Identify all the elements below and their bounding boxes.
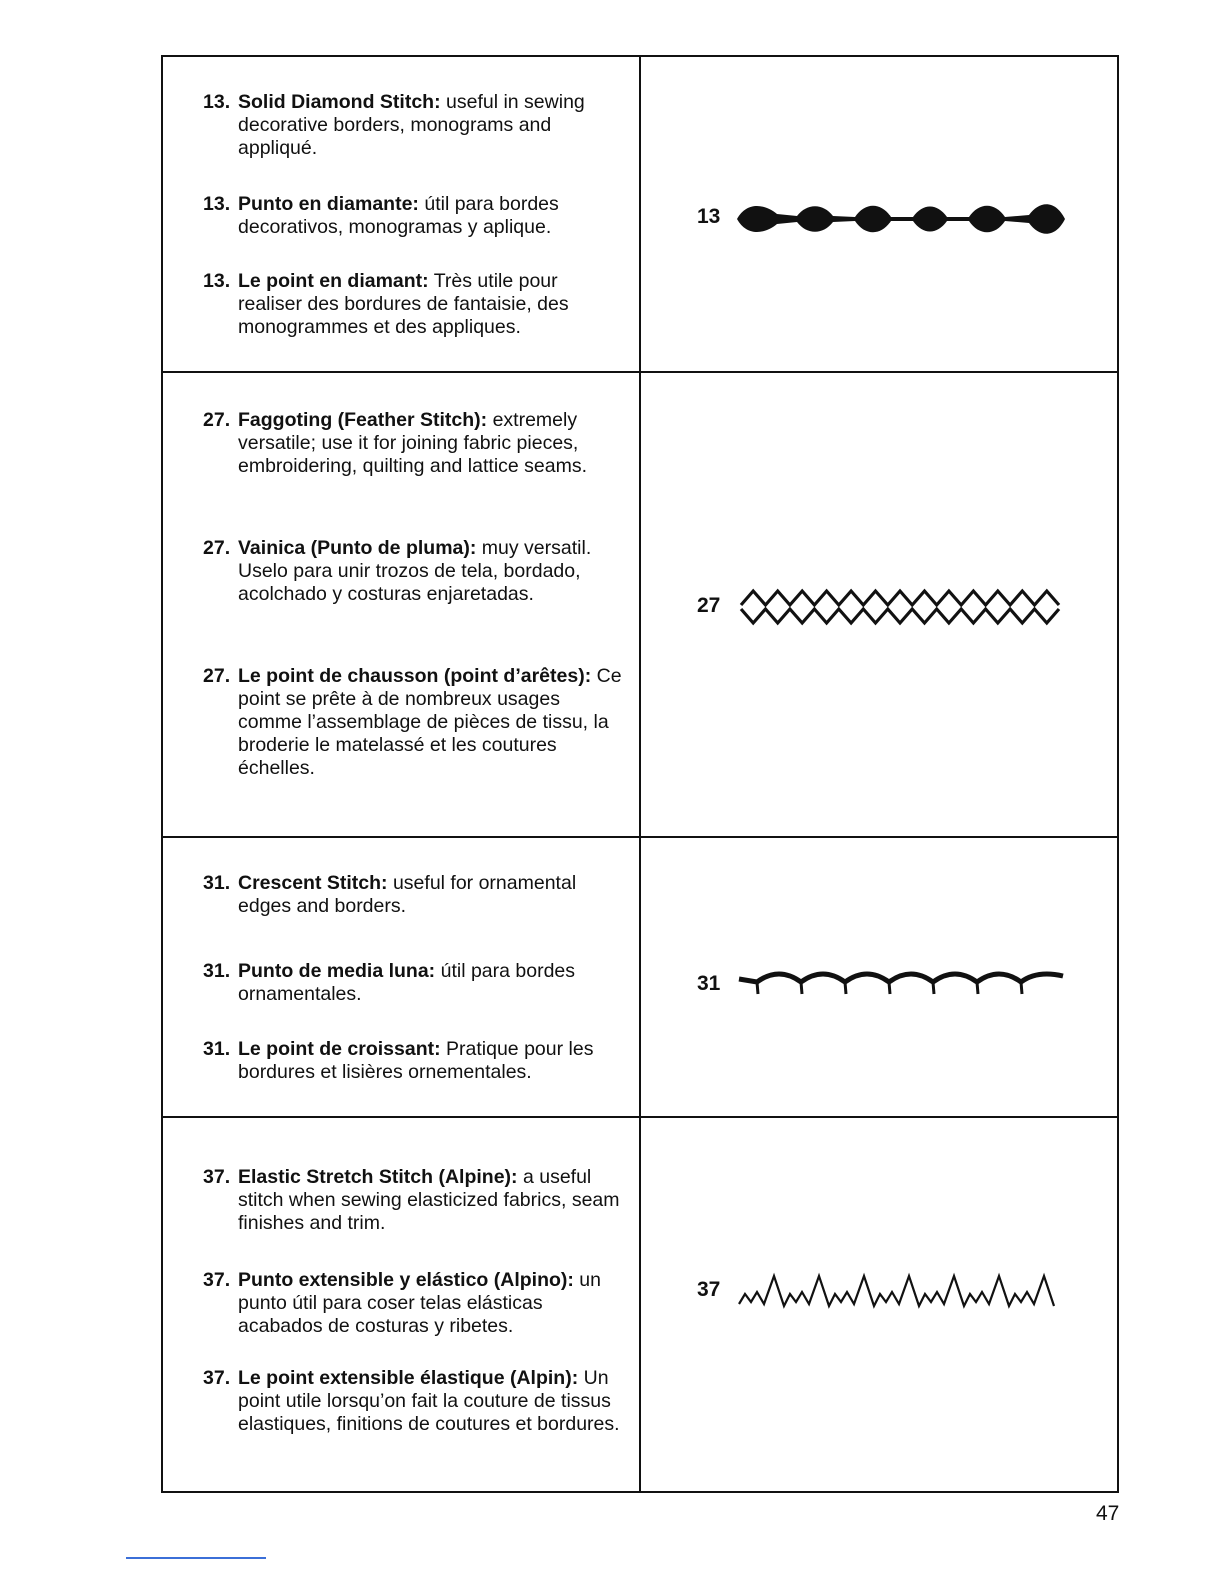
entry-title: Punto de media luna: xyxy=(238,960,436,982)
table-row-31 xyxy=(163,838,1117,1118)
table-row-37 xyxy=(163,1118,1117,1493)
entry-title: Elastic Stretch Stitch (Alpine): xyxy=(238,1166,518,1188)
entry-number: 13. xyxy=(203,193,231,215)
entry-title: Le point de chausson (point d’arêtes): xyxy=(238,665,592,687)
entry-title: Le point de croissant: xyxy=(238,1038,441,1060)
entry-text: muy versatil. Uselo para unir trozos de tela, bordado, acolchado y costuras enjaretadas. xyxy=(238,537,592,605)
entry-spanish xyxy=(203,537,623,606)
page-number: 47 xyxy=(1096,1502,1120,1525)
table-row-13 xyxy=(163,57,1117,373)
entry-title: Faggoting (Feather Stitch): xyxy=(238,409,488,431)
stitch-number: 13 xyxy=(697,205,721,228)
stitch-table xyxy=(161,55,1119,1493)
entry-number: 27. xyxy=(203,537,231,559)
entry-english xyxy=(203,1166,623,1235)
entry-title: Le point en diamant: xyxy=(238,270,429,292)
entry-french xyxy=(203,1367,623,1436)
entry-english xyxy=(203,409,623,478)
stitch-number: 31 xyxy=(697,972,721,995)
entry-text: útil para bordes ornamentales. xyxy=(238,960,576,1005)
entry-french xyxy=(203,1038,623,1084)
entry-number: 31. xyxy=(203,872,231,894)
crescent-stitch-icon xyxy=(737,964,1067,1004)
entry-number: 27. xyxy=(203,665,231,687)
entry-text: useful in sewing decorative borders, monograms and appliqué. xyxy=(238,91,585,159)
entry-title: Solid Diamond Stitch: xyxy=(238,91,441,113)
entry-text: Un point utile lorsqu’on fait la couture de tissus elastiques, finitions de coutures et bordures. xyxy=(238,1367,620,1435)
description-cell xyxy=(163,1118,639,1493)
description-cell xyxy=(163,838,639,1116)
stitch-cell xyxy=(641,373,1117,836)
entry-text: Ce point se prête à de nombreux usages comme l’assemblage de pièces de tissu, la broderie le matelassé et les coutures échelles. xyxy=(238,665,622,779)
stitch-number: 27 xyxy=(697,594,721,617)
feather-stitch-icon xyxy=(737,587,1067,627)
entry-number: 27. xyxy=(203,409,231,431)
entry-number: 37. xyxy=(203,1166,231,1188)
entry-title: Le point extensible élastique (Alpin): xyxy=(238,1367,579,1389)
entry-number: 13. xyxy=(203,270,231,292)
entry-number: 31. xyxy=(203,1038,231,1060)
entry-text: un punto útil para coser telas elásticas acabados de costuras y ribetes. xyxy=(238,1269,601,1337)
entry-spanish xyxy=(203,960,623,1006)
entry-text: Très utile pour realiser des bordures de fantaisie, des monogrammes et des appliques. xyxy=(238,270,569,338)
entry-english xyxy=(203,872,623,918)
entry-spanish xyxy=(203,1269,623,1338)
footer-rule xyxy=(126,1557,266,1559)
alpine-stretch-stitch-icon xyxy=(737,1270,1073,1310)
solid-diamond-stitch-icon xyxy=(737,199,1067,239)
entry-number: 31. xyxy=(203,960,231,982)
entry-title: Punto en diamante: xyxy=(238,193,419,215)
description-cell xyxy=(163,373,639,836)
stitch-cell xyxy=(641,1118,1117,1493)
entry-english xyxy=(203,91,623,160)
entry-number: 37. xyxy=(203,1367,231,1389)
table-row-27 xyxy=(163,373,1117,838)
entry-text: useful for ornamental edges and borders. xyxy=(238,872,577,917)
entry-text: extremely versatile; use it for joining fabric pieces, embroidering, quilting and lattice seams. xyxy=(238,409,588,477)
entry-title: Vainica (Punto de pluma): xyxy=(238,537,477,559)
entry-title: Punto extensible y elástico (Alpino): xyxy=(238,1269,574,1291)
entry-number: 37. xyxy=(203,1269,231,1291)
entry-text: Pratique pour les bordures et lisières ornementales. xyxy=(238,1038,594,1083)
entry-french xyxy=(203,270,623,339)
stitch-cell xyxy=(641,57,1117,371)
description-cell xyxy=(163,57,639,371)
entry-number: 13. xyxy=(203,91,231,113)
stitch-number: 37 xyxy=(697,1278,721,1301)
entry-spanish xyxy=(203,193,623,239)
entry-text: a useful stitch when sewing elasticized fabrics, seam finishes and trim. xyxy=(238,1166,620,1234)
entry-text: útil para bordes decorativos, monogramas y aplique. xyxy=(238,193,559,238)
entry-title: Crescent Stitch: xyxy=(238,872,388,894)
stitch-cell xyxy=(641,838,1117,1116)
entry-french xyxy=(203,665,623,780)
